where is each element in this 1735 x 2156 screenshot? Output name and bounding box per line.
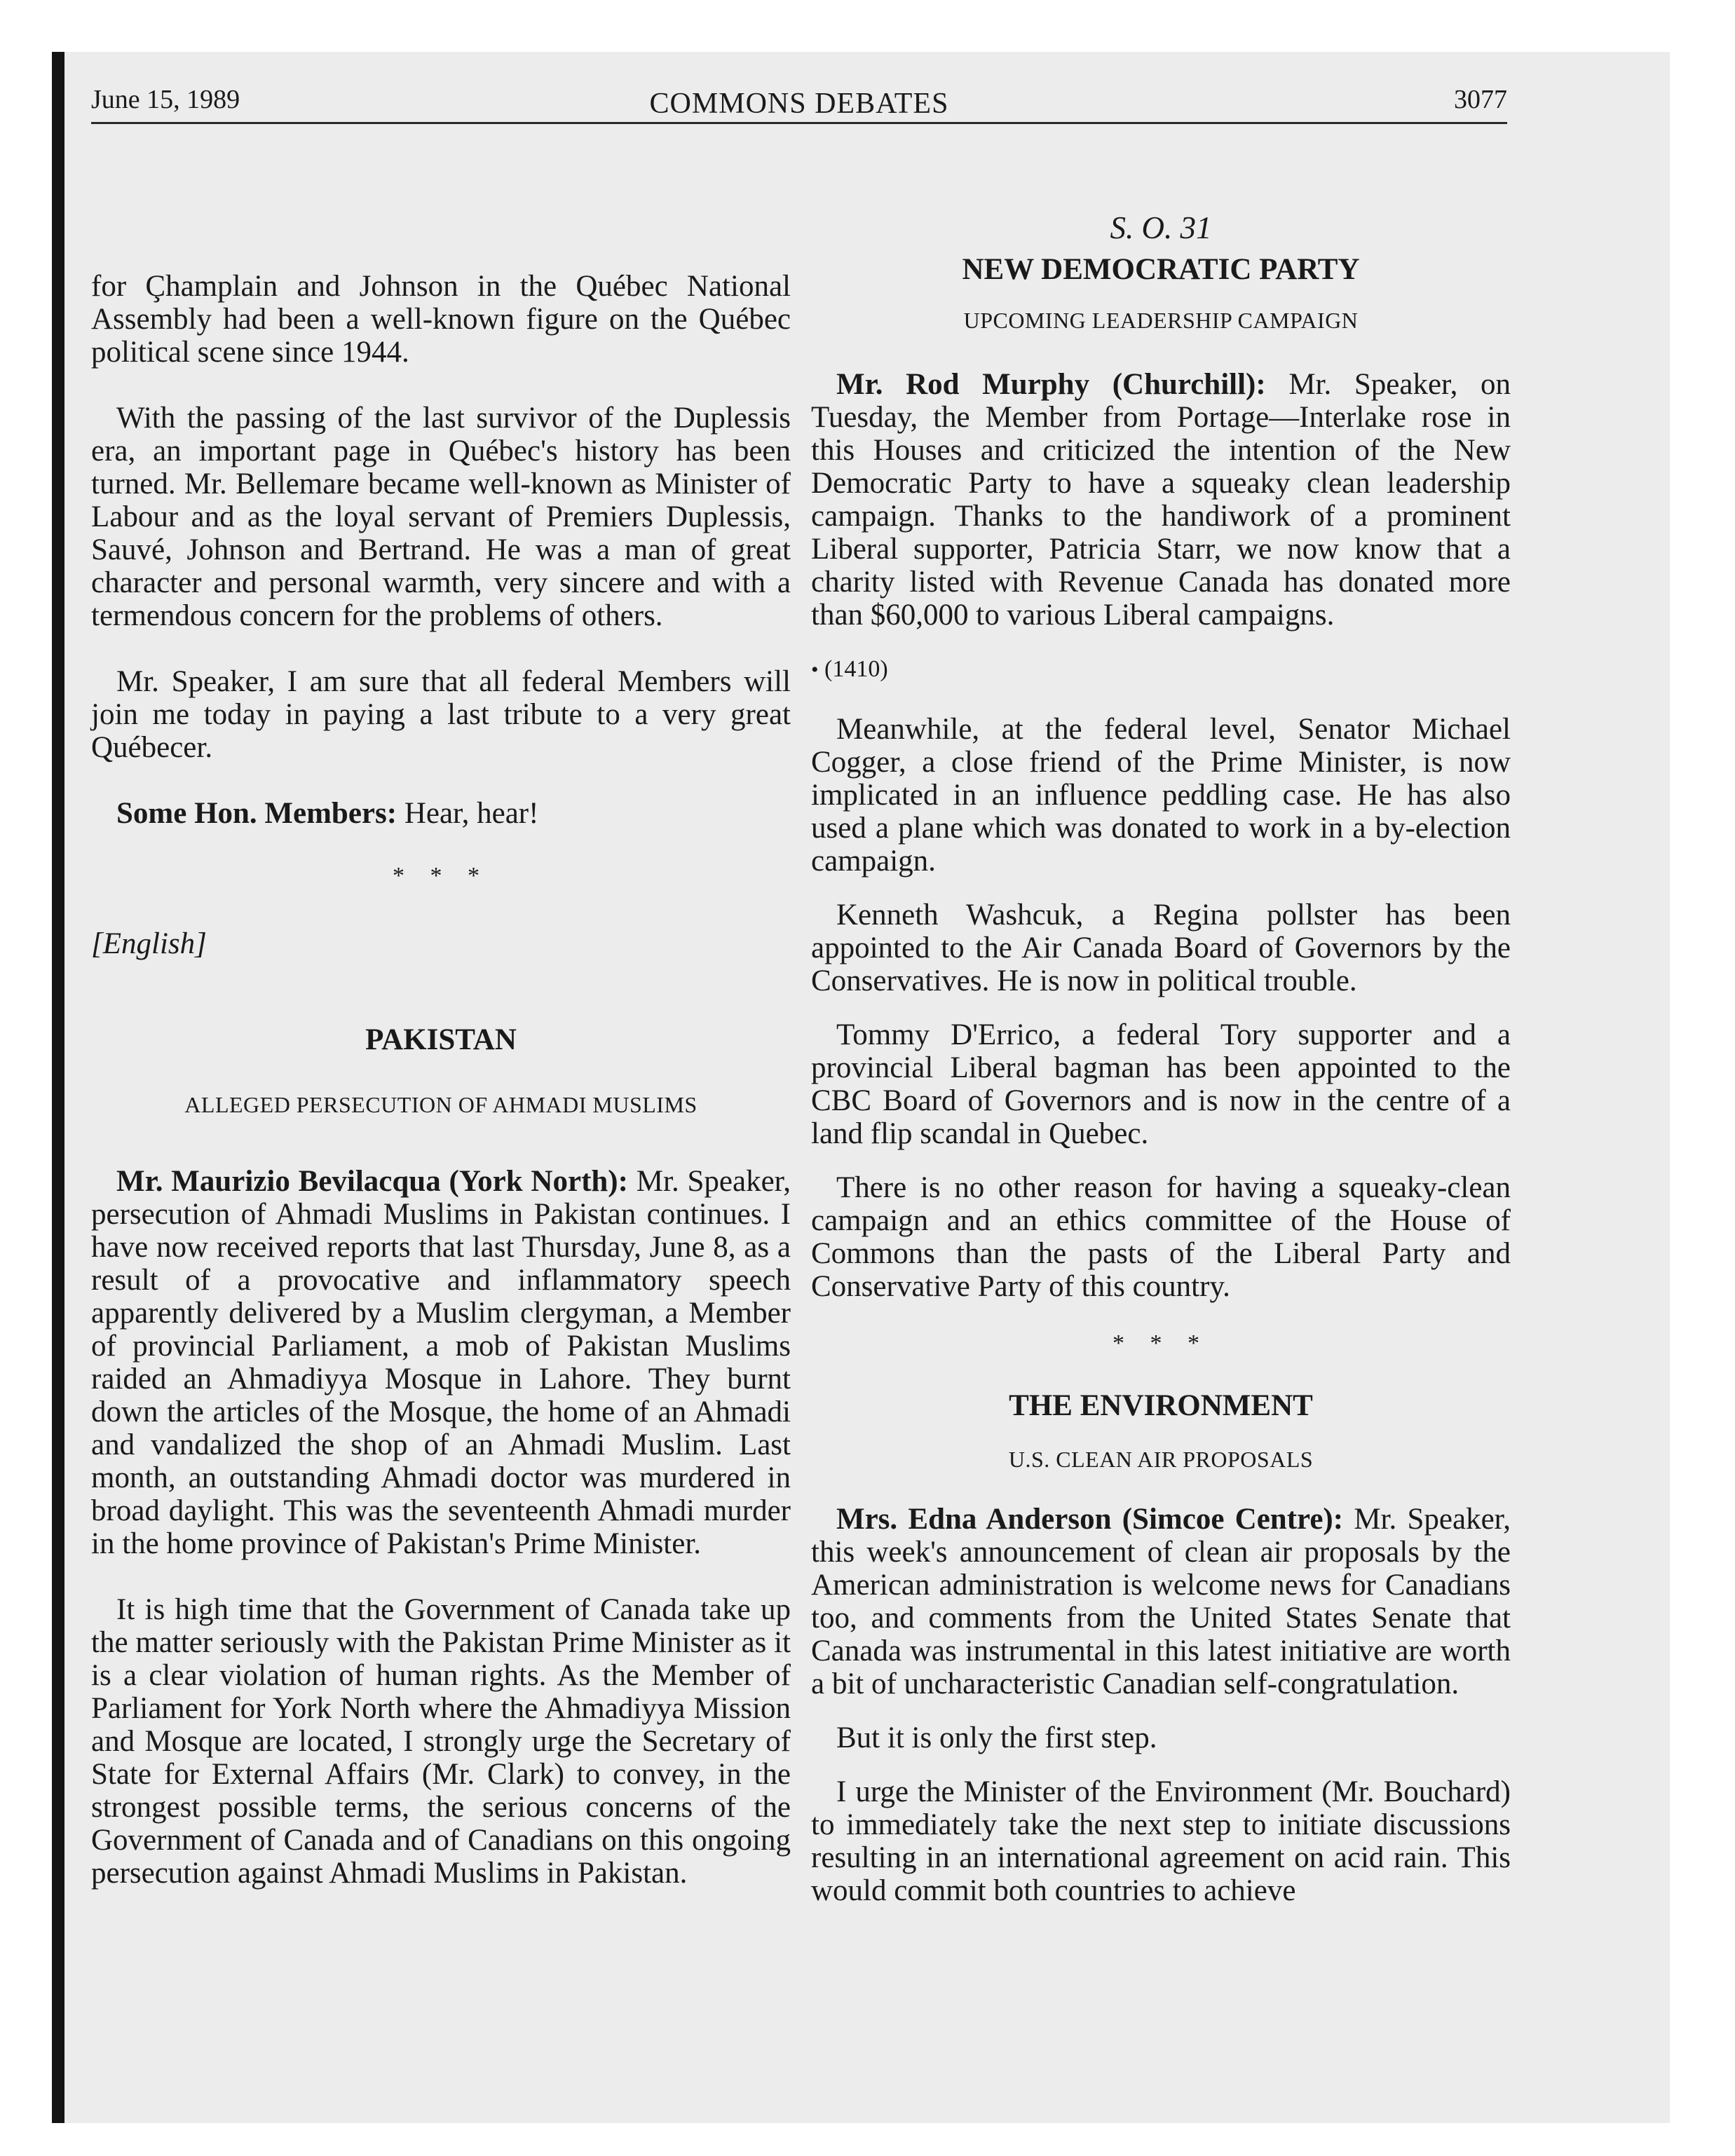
speaker-name: Mr. Rod Murphy (Churchill): (836, 368, 1266, 401)
section-subheading: UPCOMING LEADERSHIP CAMPAIGN (963, 308, 1359, 333)
interjection (91, 797, 791, 830)
speech-text: Mr. Speaker, persecution of Ahmadi Muslims in Pakistan continues. I have now received reports that last Thursday, June 8, as a result of a provocative and inflammatory speech apparently delivered by a Muslim clergyman, a Member of provincial Parliament, a mob of Pakistan Muslims raided an Ahmadiyya Mosque in Lahore. They burnt down the articles of the Mosque, the home of an Ahmadi and vandalized the shop of an Ahmadi Muslim. Last month, an outstanding Ahmadi doctor was murdered in broad daylight. This was the seventeenth Ahmadi murder in the home province of Pakistan's Prime Minister. (91, 1165, 791, 1560)
speech-paragraph (91, 1165, 791, 1560)
section-heading: PAKISTAN (365, 1023, 517, 1056)
bullet-icon: • (811, 658, 819, 681)
header-title: COMMONS DEBATES (649, 88, 949, 120)
scan-edge-shadow (52, 52, 64, 2123)
section-separator: * * * (1113, 1330, 1209, 1356)
speech-text: Mr. Speaker, on Tuesday, the Member from Portage—Interlake rose in this Houses and criticized the intention of the New Democratic Party to have a squeaky clean leadership campaign. Thanks to the handiwork of a prominent Liberal supporter, Patricia Starr, we now know that a charity listed with Revenue Canada has donated more than $60,000 to various Liberal campaigns. (811, 368, 1511, 632)
section-subheading: U.S. CLEAN AIR PROPOSALS (1008, 1447, 1314, 1472)
page-header (91, 83, 1507, 124)
speaker-name: Mr. Maurizio Bevilacqua (York North): (116, 1165, 628, 1198)
right-column (811, 168, 1511, 1907)
standing-order-label: S. O. 31 (1110, 210, 1212, 245)
language-note: [English] (91, 927, 207, 960)
paragraph: I urge the Minister of the Environment (Mr. Bouchard) to immediately take the next step to initiate discussions resulting in an international agreement on acid rain. This would commit both countries to achieve (811, 1775, 1511, 1907)
section-heading: NEW DEMOCRATIC PARTY (962, 253, 1360, 286)
paragraph: Kenneth Washcuk, a Regina pollster has been appointed to the Air Canada Board of Governors by the Conservatives. He is now in political trouble. (811, 899, 1511, 997)
paragraph: Mr. Speaker, I am sure that all federal Members will join me today in paying a last tribute to a very great Québecer. (91, 665, 791, 764)
paragraph: Meanwhile, at the federal level, Senator Michael Cogger, a close friend of the Prime Minister, is now implicated in an influence peddling case. He has also used a plane which was donated to work in a by-election campaign. (811, 713, 1511, 878)
interjection-text: Hear, hear! (404, 797, 539, 830)
header-page-number: 3077 (1454, 85, 1507, 114)
paragraph: There is no other reason for having a squeaky-clean campaign and an ethics committee of the House of Commons than the pasts of the Liberal Party and Conservative Party of this country. (811, 1171, 1511, 1303)
section-heading: THE ENVIRONMENT (1009, 1389, 1313, 1422)
left-column (91, 270, 791, 1890)
speaker-name: Some Hon. Members: (116, 797, 397, 830)
paragraph: With the passing of the last survivor of the Duplessis era, an important page in Québec's history has been turned. Mr. Bellemare became well-known as Minister of Labour and as the loyal servant of Premiers Duplessis, Sauvé, Johnson and Bertrand. He was a man of great character and personal warmth, very sincere and with a termendous concern for the problems of others. (91, 402, 791, 632)
paragraph: It is high time that the Government of Canada take up the matter seriously with the Pakistan Prime Minister as it is a clear violation of human rights. As the Member of Parliament for York North where the Ahmadiyya Mission and Mosque are located, I strongly urge the Secretary of State for External Affairs (Mr. Clark) to convey, in the strongest possible terms, the serious concerns of the Government of Canada and of Canadians on this ongoing persecution against Ahmadi Muslims in Pakistan. (91, 1593, 791, 1890)
speaker-name: Mrs. Edna Anderson (Simcoe Centre): (836, 1503, 1344, 1536)
time-marker (811, 653, 1511, 686)
paragraph: for Çhamplain and Johnson in the Québec National Assembly had been a well-known figure on the Québec political scene since 1944. (91, 270, 791, 369)
paragraph: Tommy D'Errico, a federal Tory supporter and a provincial Liberal bagman has been appointed to the CBC Board of Governors and is now in the centre of a land flip scandal in Quebec. (811, 1018, 1511, 1150)
speech-paragraph (811, 368, 1511, 632)
speech-paragraph (811, 1503, 1511, 1700)
time-marker-text: (1410) (824, 656, 888, 682)
speech-text: Mr. Speaker, this week's announcement of clean air proposals by the American administration is welcome news for Canadians too, and comments from the United States Senate that Canada was instrumental in this latest initiative are worth a bit of uncharacteristic Canadian self-congratulation. (811, 1503, 1511, 1700)
paragraph: But it is only the first step. (836, 1721, 1157, 1754)
header-date: June 15, 1989 (91, 85, 240, 114)
section-separator: * * * (393, 863, 489, 889)
section-subheading: ALLEGED PERSECUTION OF AHMADI MUSLIMS (184, 1092, 698, 1117)
